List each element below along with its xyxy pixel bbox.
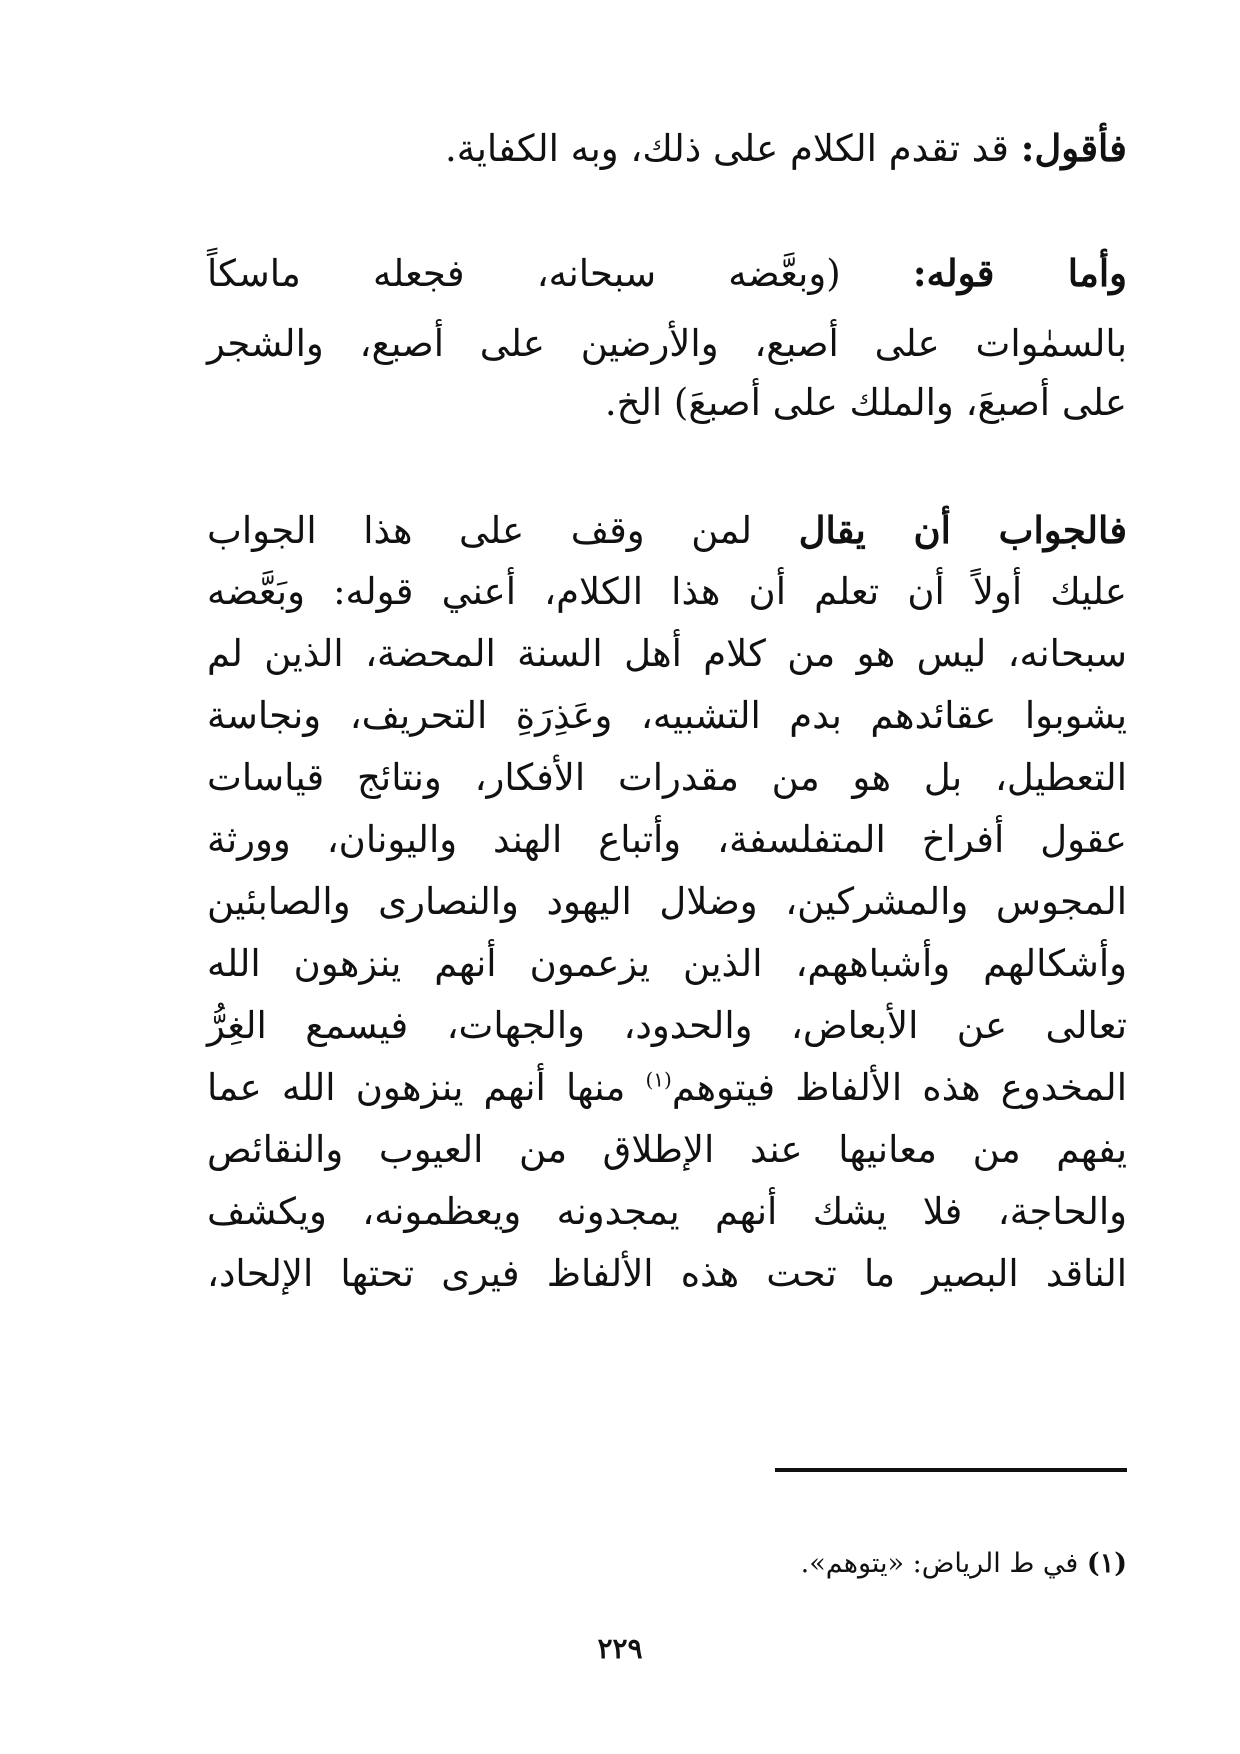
paragraph-1-lead: فأقول: [1020,126,1127,170]
paragraph-2-line-1-text: (وبعَّضه سبحانه، فجعله ماسكاً [207,252,841,295]
paragraph-3-line-4: يشوبوا عقائدهم بدم التشبيه، وعَذِرَةِ التحريف، ونجاسة [207,694,1127,737]
paragraph-3-line-9: تعالى عن الأبعاض، والحدود، والجهات، فيسمع الغِرُّ [207,1004,1127,1047]
paragraph-3-line-5: التعطيل، بل هو من مقدرات الأفكار، ونتائج قياسات [207,756,1127,799]
paragraph-3-line-10 [207,1058,1127,1118]
footnote-line-after: منها أنهم ينزهون الله عما [207,1066,626,1109]
paragraph-1-text: قد تقدم الكلام على ذلك، وبه الكفاية. [445,127,1009,170]
paragraph-3-line-13: الناقد البصير ما تحت هذه الألفاظ فيرى تحتها الإلحاد، [207,1252,1127,1295]
paragraph-3-line-2: عليك أولاً أن تعلم أن هذا الكلام، أعني قوله: وبَعَّضه [207,570,1127,613]
paragraph-1-line [207,118,1127,178]
page-number: ٢٢٩ [597,1632,643,1665]
footnote-reference[interactable]: (١) [645,1067,672,1092]
paragraph-3-line-8: وأشكالهم وأشباههم، الذين يزعمون أنهم ينزهون الله [207,942,1127,985]
footnote-line-before: المخدوع هذه الألفاظ فيتوهم [671,1066,1127,1109]
paragraph-3-line-1-text: لمن وقف على هذا الجواب [207,509,753,552]
paragraph-3-line-6: عقول أفراخ المتفلسفة، وأتباع الهند واليونان، وورثة [207,818,1127,861]
paragraph-3-line-3: سبحانه، ليس هو من كلام أهل السنة المحضة، الذين لم [207,632,1127,675]
paragraph-3-line-7: المجوس والمشركين، وضلال اليهود والنصارى والصابئين [207,880,1127,923]
footnote-text: في ط الرياض: «يتوهم». [800,1548,1079,1579]
paragraph-2-lead: وأما قوله: [912,251,1127,295]
paragraph-3-line-11: يفهم من معانيها عند الإطلاق من العيوب والنقائص [207,1128,1128,1171]
paragraph-3-line-12: والحاجة، فلا يشك أنهم يمجدونه ويعظمونه، ويكشف [207,1190,1127,1233]
footnote [801,1544,1127,1584]
paragraph-3-lead: فالجواب أن يقال [798,508,1128,552]
paragraph-3-line-1 [207,500,1127,560]
paragraph-2-line-1 [207,243,1127,303]
paragraph-2-line-2: بالسمٰوات على أصبع، والأرضين على أصبع، والشجر [207,322,1127,365]
footnote-divider [775,1468,1127,1472]
footnote-number: (١) [1086,1548,1127,1579]
paragraph-2-line-3: على أصبعَ، والملك على أصبعَ) الخ. [604,381,1127,424]
